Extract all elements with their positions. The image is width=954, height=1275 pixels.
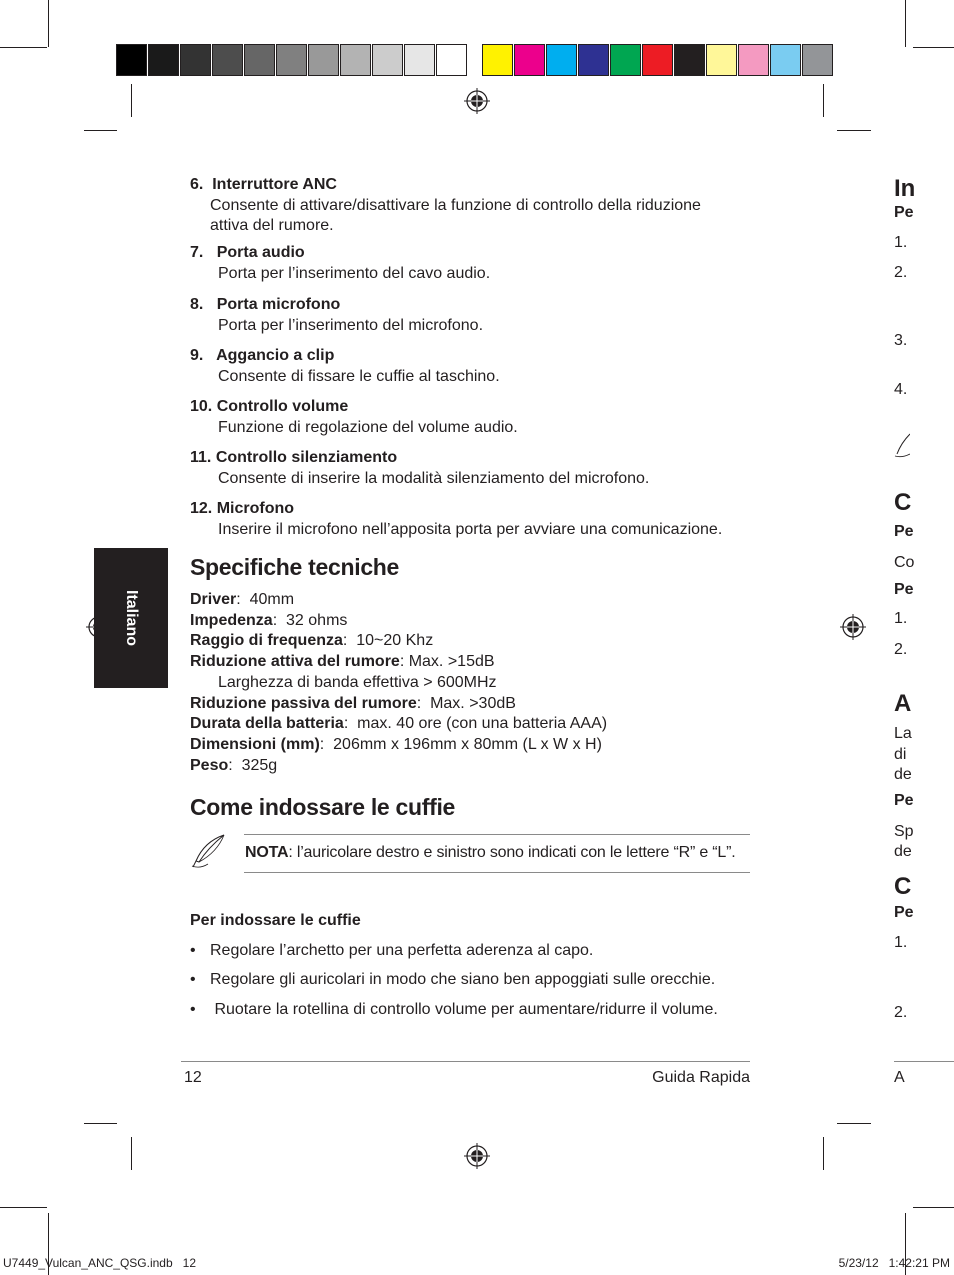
feature-title: Interruttore ANC (212, 176, 337, 193)
spec-row (190, 673, 750, 694)
color-swatch (276, 44, 307, 76)
bullet-text: Regolare gli auricolari in modo che siano ben appoggiati sulle orecchie. (210, 971, 716, 988)
feature-item (190, 243, 760, 284)
right-page-fragment: Co (894, 554, 915, 571)
color-swatch (578, 44, 609, 76)
feature-number: 8. (190, 296, 204, 313)
feature-number: 7. (190, 244, 204, 261)
right-page-fragment: de (894, 766, 912, 783)
color-swatch (514, 44, 545, 76)
spec-row: Peso: 325g (190, 756, 278, 774)
right-page-fragment: de (894, 843, 912, 860)
color-swatch (642, 44, 673, 76)
right-page-fragment: La (894, 725, 912, 742)
feature-item (190, 295, 760, 336)
crop-mark (913, 47, 954, 48)
feature-description: Porta per l’inserimento del microfono. (218, 316, 484, 334)
right-page-fragment: 4. (894, 381, 908, 398)
right-page-fragment: In (894, 175, 916, 202)
color-swatch (148, 44, 179, 76)
color-swatch (116, 44, 147, 76)
crop-mark (913, 1207, 954, 1208)
note-label: NOTA (245, 844, 289, 861)
spec-row: Riduzione passiva del rumore: Max. >30dB (190, 694, 516, 712)
spec-label: Riduzione attiva del rumore (190, 653, 400, 671)
list-item: • Regolare l’archetto per una perfetta aderenza al capo. (190, 942, 594, 959)
right-page-fragment: 2. (894, 264, 908, 281)
feature-title: Controllo volume (216, 398, 349, 415)
language-side-tab (94, 548, 168, 688)
right-page-fragment: C (894, 489, 912, 516)
spec-row: Durata della batteria: max. 40 ore (con una batteria AAA) (190, 715, 608, 733)
feature-number: 6. (190, 176, 204, 193)
feature-title: Controllo silenziamento (215, 449, 398, 466)
wear-heading: Come indossare le cuffie (190, 794, 456, 820)
crop-mark (823, 1137, 824, 1170)
feature-number: 11. (190, 449, 212, 466)
right-page-fragment: A (894, 690, 912, 717)
feather-pen-icon (190, 833, 228, 869)
spec-label: Dimensioni (mm) (190, 735, 320, 753)
crop-mark (0, 47, 47, 48)
feature-description: Consente di fissare le cuffie al taschino. (218, 367, 500, 385)
list-item: • Ruotare la rotellina di controllo volume per aumentare/ridurre il volume. (190, 1001, 718, 1018)
spec-value: 325g (241, 756, 278, 774)
right-page-fragment: 1. (894, 234, 908, 251)
right-page-fragment: 2. (894, 641, 908, 658)
color-swatch (546, 44, 577, 76)
spec-label: Peso (190, 756, 229, 774)
spec-value: 10~20 Khz (356, 632, 434, 650)
feature-title: Porta microfono (216, 296, 341, 313)
spec-label: Raggio di frequenza (190, 632, 343, 650)
right-page-fragment: Pe (894, 523, 914, 540)
footer-title: Guida Rapida (652, 1069, 750, 1086)
right-page-fragment: Pe (894, 904, 914, 921)
right-page-fragment: Pe (894, 204, 914, 221)
feature-number: 9. (190, 347, 204, 364)
feature-title: Aggancio a clip (216, 347, 335, 364)
feature-number: 12. (190, 500, 213, 517)
slug-date: 5/23/12 1:42:21 PM (838, 1256, 950, 1270)
footer-rule (181, 1061, 750, 1062)
color-swatch (802, 44, 833, 76)
feather-pen-icon (894, 432, 910, 458)
color-swatch (308, 44, 339, 76)
spec-row: Dimensioni (mm): 206mm x 196mm x 80mm (L x W x H) (190, 735, 602, 753)
spec-row: Raggio di frequenza: 10~20 Khz (190, 632, 434, 650)
feature-title: Porta audio (216, 244, 305, 261)
list-item: • Regolare gli auricolari in modo che siano ben appoggiati sulle orecchie. (190, 971, 716, 988)
bullet-text: Ruotare la rotellina di controllo volume per aumentare/ridurre il volume. (214, 1001, 718, 1018)
right-page-fragment: 3. (894, 332, 908, 349)
crop-mark (837, 1123, 871, 1124)
feature-item (190, 397, 760, 438)
slug-file: U7449_Vulcan_ANC_QSG.indb 12 (3, 1256, 197, 1270)
spec-row: Driver: 40mm (190, 591, 295, 608)
right-page-fragment: 1. (894, 610, 908, 627)
color-swatch (738, 44, 769, 76)
spec-value: max. 40 ore (con una batteria AAA) (357, 715, 608, 733)
feature-description: Consente di inserire la modalità silenziamento del microfono. (218, 469, 650, 487)
feature-item (190, 448, 760, 489)
feature-description: Inserire il microfono nell’apposita porta per avviare una comunicazione. (218, 520, 723, 538)
note-body: : l’auricolare destro e sinistro sono indicati con le lettere “R” e “L”. (288, 844, 736, 861)
right-page-fragment: Sp (894, 823, 914, 840)
color-swatch (674, 44, 705, 76)
spec-row: Riduzione attiva del rumore: Max. >15dB (190, 653, 495, 671)
crop-mark (823, 84, 824, 117)
crop-mark (0, 1207, 47, 1208)
right-page-fragment: 1. (894, 934, 908, 951)
feature-number: 10. (190, 398, 213, 415)
spec-label: Riduzione passiva del rumore (190, 694, 417, 712)
crop-mark (84, 1123, 117, 1124)
feature-description: Funzione di regolazione del volume audio. (218, 418, 518, 436)
spec-label: Durata della batteria (190, 715, 344, 733)
color-swatch (340, 44, 371, 76)
note-rule-top (244, 834, 750, 835)
feature-item (190, 346, 760, 387)
spec-value: 206mm x 196mm x 80mm (L x W x H) (333, 735, 602, 753)
crop-mark (48, 0, 49, 47)
specs-list (190, 590, 750, 776)
feature-item (190, 175, 760, 237)
feature-title: Microfono (216, 500, 295, 517)
color-swatch (372, 44, 403, 76)
color-swatch (244, 44, 275, 76)
color-swatch (180, 44, 211, 76)
color-swatch (770, 44, 801, 76)
feature-description: Porta per l’inserimento del cavo audio. (218, 264, 491, 282)
spec-label: Impedenza (190, 611, 273, 629)
feature-item (190, 499, 760, 540)
bullet-text: Regolare l’archetto per una perfetta aderenza al capo. (210, 942, 594, 959)
right-page-fragment: di (894, 746, 907, 763)
color-swatch (436, 44, 467, 76)
color-swatch (706, 44, 737, 76)
color-swatch (212, 44, 243, 76)
color-swatch (482, 44, 513, 76)
crop-mark (84, 130, 117, 131)
wear-subheading: Per indossare le cuffie (190, 912, 361, 929)
registration-mark-icon (464, 1143, 490, 1169)
crop-mark (837, 130, 871, 131)
right-page-footer-rule (894, 1061, 954, 1062)
color-swatch (404, 44, 435, 76)
language-side-tab-label: Italiano (123, 589, 140, 647)
spec-value: Max. >15dB (408, 653, 495, 671)
feature-description: Consente di attivare/disattivare la funzione di controllo della riduzione attiva del rumore. (210, 196, 701, 234)
specs-heading: Specifiche tecniche (190, 554, 400, 580)
note-text (245, 844, 735, 862)
right-page-fragment: C (894, 873, 912, 900)
spec-label: Driver (190, 591, 237, 608)
right-page-fragment: 2. (894, 1004, 908, 1021)
spec-value: Larghezza di banda effettiva > 600MHz (218, 673, 497, 691)
spec-value: 40mm (249, 591, 295, 608)
registration-mark-icon (840, 614, 866, 640)
crop-mark (131, 84, 132, 117)
crop-mark (131, 1137, 132, 1170)
page-number: 12 (184, 1069, 202, 1086)
right-page-fragment: Pe (894, 581, 914, 598)
color-swatch (610, 44, 641, 76)
spec-value: Max. >30dB (430, 694, 516, 712)
spec-value: 32 ohms (286, 611, 348, 629)
crop-mark (905, 0, 906, 47)
right-page-fragment: A (894, 1069, 905, 1086)
spec-row: Impedenza: 32 ohms (190, 611, 348, 629)
registration-mark-icon (464, 88, 490, 114)
right-page-fragment: Pe (894, 792, 914, 809)
note-rule-bottom (244, 872, 750, 873)
